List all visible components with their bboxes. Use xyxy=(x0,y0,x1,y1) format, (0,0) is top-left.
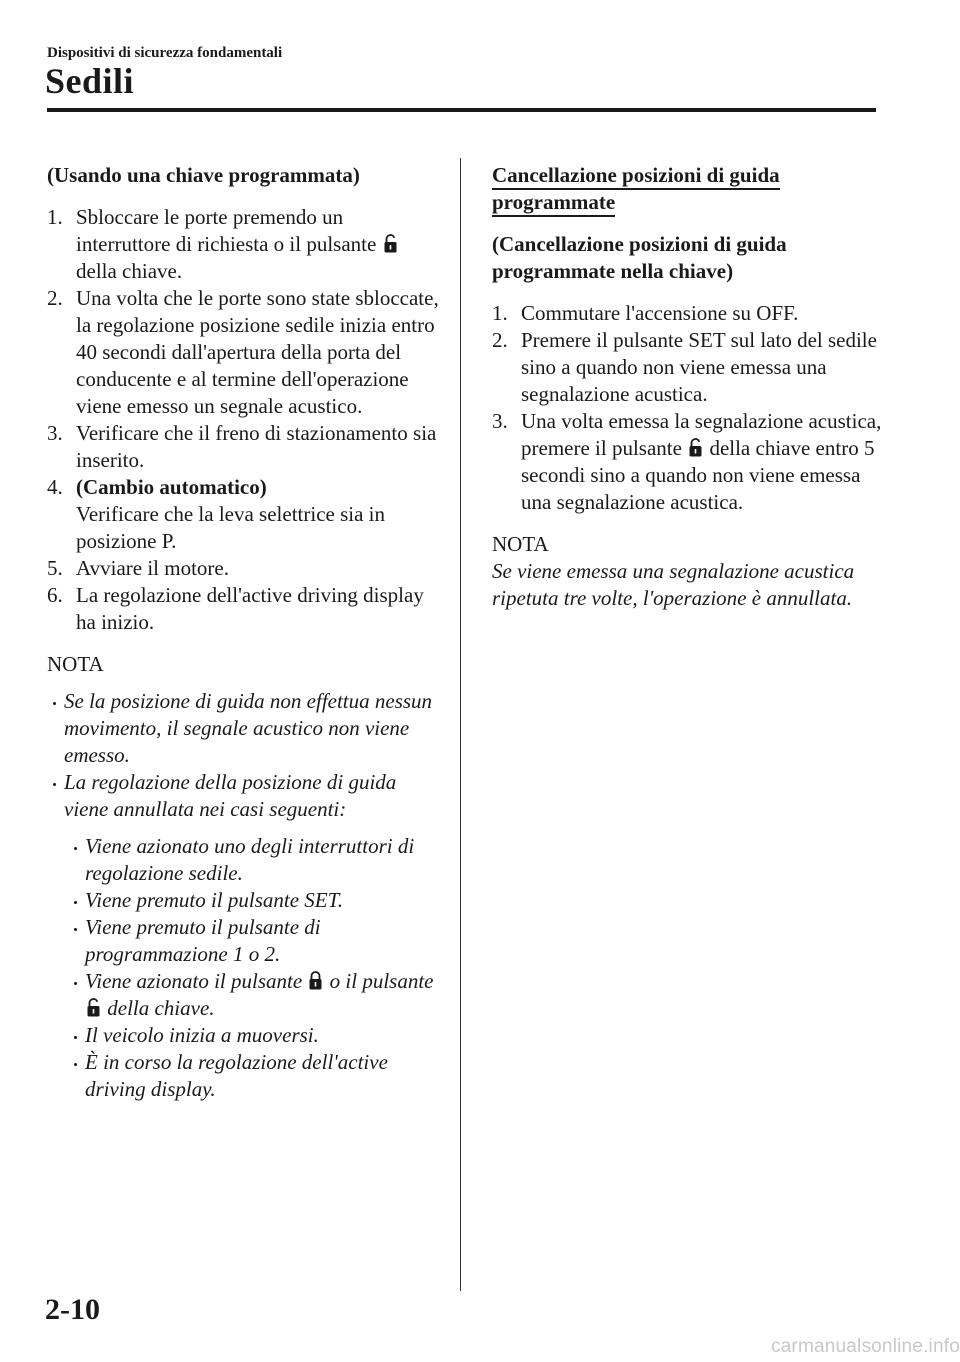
list-item: 5. Avviare il motore. xyxy=(47,556,229,580)
note-label: NOTA xyxy=(47,652,104,676)
list-item: Viene azionato uno degli interruttori di regolazione sedile. xyxy=(68,833,442,887)
unlock-icon xyxy=(87,998,100,1017)
list-item: 1. Commutare l'accensione su OFF. xyxy=(492,301,799,325)
unlock-icon xyxy=(689,438,702,457)
note-list xyxy=(47,688,442,823)
page-number: 2-10 xyxy=(45,1293,100,1326)
list-item: La regolazione della posizione di guida viene annullata nei casi seguenti: xyxy=(47,769,442,823)
list-item: Viene premuto il pulsante SET. xyxy=(68,887,442,914)
right-subheading: (Cancellazione posizioni di guida programmate nella chiave) xyxy=(492,232,787,283)
left-heading: (Usando una chiave programmata) xyxy=(47,163,360,187)
list-item: 6. La regolazione dell'active driving display ha inizio. xyxy=(47,583,424,634)
watermark: carmanualsonline.info xyxy=(770,1336,960,1357)
note-label: NOTA xyxy=(492,532,549,556)
section-label: Dispositivi di sicurezza fondamentali xyxy=(47,45,283,61)
list-item: 2. Una volta che le porte sono state sbloccate, la regolazione posizione sedile inizia entro 40 secondi dall'apertura della porta del conducente e al termine dell'operazione viene emesso un segnale acustico. xyxy=(47,286,439,418)
list-item: 4. (Cambio automatico) Verificare che la leva selettrice sia in posizione P. xyxy=(47,475,385,553)
left-column xyxy=(47,162,442,1103)
right-column xyxy=(492,162,882,612)
title-rule xyxy=(47,108,876,112)
column-divider xyxy=(460,158,461,1291)
right-heading: Cancellazione posizioni di guida programmate xyxy=(492,162,882,216)
page-title: Sedili xyxy=(45,61,135,101)
list-item: È in corso la regolazione dell'active driving display. xyxy=(68,1049,442,1103)
list-item: Il veicolo inizia a muoversi. xyxy=(68,1022,442,1049)
lock-icon xyxy=(309,971,322,990)
left-steps xyxy=(47,204,442,636)
sub-note-list xyxy=(47,833,442,1103)
note-text: Se viene emessa una segnalazione acustica ripetuta tre volte, l'operazione è annullata. xyxy=(492,559,855,610)
list-item: Se la posizione di guida non effettua nessun movimento, il segnale acustico non viene emesso. xyxy=(47,688,442,769)
list-item: 3. Una volta emessa la segnalazione acustica, premere il pulsante della chiave entro 5 secondi sino a quando non viene emessa una segnalazione acustica. xyxy=(492,409,882,514)
list-item: 2. Premere il pulsante SET sul lato del sedile sino a quando non viene emessa una segnalazione acustica. xyxy=(492,328,877,406)
right-steps xyxy=(492,300,882,516)
list-item: Viene azionato il pulsante o il pulsante della chiave. xyxy=(68,968,442,1022)
list-item: 3. Verificare che il freno di stazionamento sia inserito. xyxy=(47,421,437,472)
list-item: 1. Sbloccare le porte premendo un interruttore di richiesta o il pulsante della chiave. xyxy=(47,204,442,285)
unlock-icon xyxy=(384,234,397,253)
list-item: Viene premuto il pulsante di programmazione 1 o 2. xyxy=(68,914,442,968)
